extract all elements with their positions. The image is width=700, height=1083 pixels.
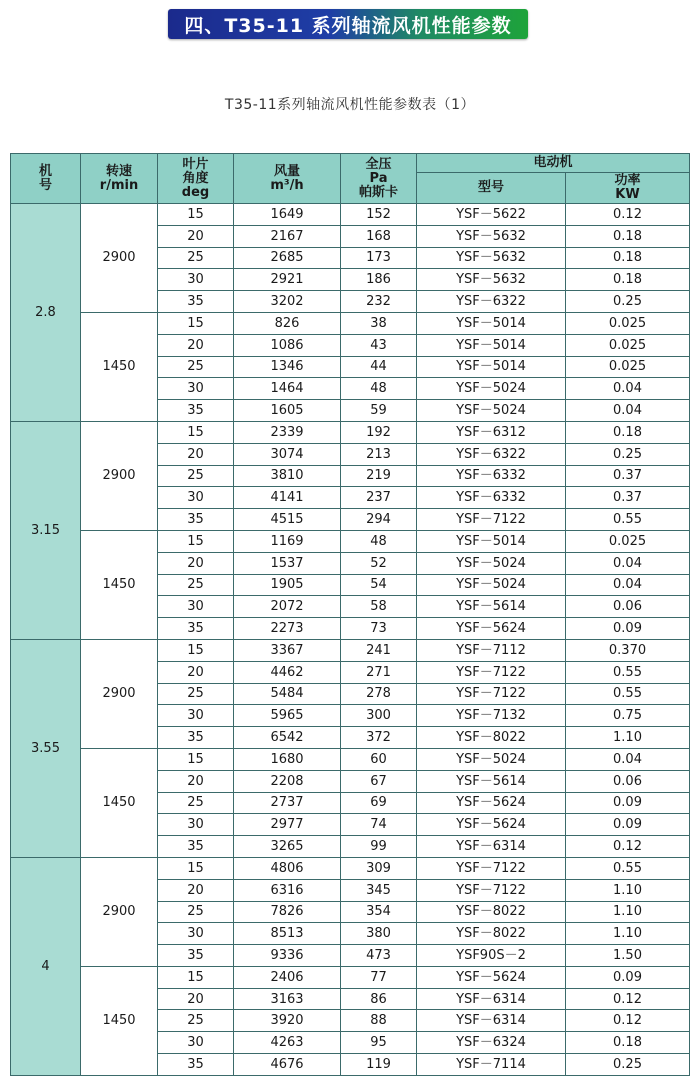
- pressure-cell: 237: [341, 487, 417, 509]
- speed-cell: 2900: [81, 204, 158, 313]
- motor-power-cell: 0.06: [566, 770, 690, 792]
- motor-type-cell: YSF－5622: [417, 204, 566, 226]
- airflow-cell: 1680: [234, 748, 341, 770]
- pressure-cell: 300: [341, 705, 417, 727]
- blade-angle-cell: 35: [158, 727, 234, 749]
- blade-angle-cell: 15: [158, 421, 234, 443]
- motor-type-cell: YSF－6332: [417, 487, 566, 509]
- table-row: [11, 530, 690, 552]
- motor-type-cell: YSF－5014: [417, 334, 566, 356]
- pressure-cell: 119: [341, 1054, 417, 1076]
- airflow-cell: 2072: [234, 596, 341, 618]
- pressure-cell: 278: [341, 683, 417, 705]
- airflow-cell: 4515: [234, 509, 341, 531]
- pressure-cell: 168: [341, 225, 417, 247]
- motor-power-cell: 0.25: [566, 291, 690, 313]
- performance-table: [10, 153, 690, 1076]
- motor-type-cell: YSF－5014: [417, 530, 566, 552]
- motor-type-cell: YSF－7112: [417, 639, 566, 661]
- motor-power-cell: 0.04: [566, 552, 690, 574]
- motor-power-cell: 0.25: [566, 443, 690, 465]
- blade-angle-cell: 20: [158, 443, 234, 465]
- airflow-cell: 1649: [234, 204, 341, 226]
- model-number-cell: 3.15: [11, 421, 81, 639]
- motor-type-cell: YSF－8022: [417, 923, 566, 945]
- motor-type-cell: YSF－5624: [417, 966, 566, 988]
- airflow-cell: 6542: [234, 727, 341, 749]
- motor-power-cell: 1.10: [566, 901, 690, 923]
- airflow-cell: 4141: [234, 487, 341, 509]
- blade-angle-cell: 20: [158, 661, 234, 683]
- pressure-cell: 192: [341, 421, 417, 443]
- table-header: [11, 154, 690, 204]
- header-pressure: 全压 Pa 帕斯卡: [341, 154, 417, 204]
- motor-type-cell: YSF－5624: [417, 618, 566, 640]
- title-banner: 四、T35-11 系列轴流风机性能参数: [168, 9, 528, 39]
- motor-type-cell: YSF－5024: [417, 552, 566, 574]
- blade-angle-cell: 35: [158, 618, 234, 640]
- airflow-cell: 3920: [234, 1010, 341, 1032]
- motor-type-cell: YSF－6314: [417, 988, 566, 1010]
- motor-power-cell: 0.37: [566, 487, 690, 509]
- blade-angle-cell: 30: [158, 269, 234, 291]
- motor-power-cell: 0.37: [566, 465, 690, 487]
- blade-angle-cell: 20: [158, 879, 234, 901]
- header-speed: 转速 r/min: [81, 154, 158, 204]
- motor-power-cell: 0.18: [566, 1032, 690, 1054]
- pressure-cell: 473: [341, 945, 417, 967]
- pressure-cell: 219: [341, 465, 417, 487]
- blade-angle-cell: 25: [158, 465, 234, 487]
- blade-angle-cell: 30: [158, 1032, 234, 1054]
- table-row: [11, 204, 690, 226]
- motor-type-cell: YSF－6322: [417, 443, 566, 465]
- motor-type-cell: YSF－5024: [417, 400, 566, 422]
- pressure-cell: 48: [341, 530, 417, 552]
- motor-power-cell: 1.10: [566, 727, 690, 749]
- motor-power-cell: 0.025: [566, 356, 690, 378]
- table-body: [11, 204, 690, 1076]
- airflow-cell: 4462: [234, 661, 341, 683]
- motor-type-cell: YSF90S－2: [417, 945, 566, 967]
- airflow-cell: 1537: [234, 552, 341, 574]
- speed-cell: 2900: [81, 421, 158, 530]
- pressure-cell: 77: [341, 966, 417, 988]
- blade-angle-cell: 15: [158, 312, 234, 334]
- pressure-cell: 44: [341, 356, 417, 378]
- speed-cell: 2900: [81, 857, 158, 966]
- motor-power-cell: 0.04: [566, 748, 690, 770]
- motor-type-cell: YSF－7114: [417, 1054, 566, 1076]
- table-row: [11, 421, 690, 443]
- blade-angle-cell: 35: [158, 945, 234, 967]
- pressure-cell: 271: [341, 661, 417, 683]
- blade-angle-cell: 25: [158, 356, 234, 378]
- airflow-cell: 3202: [234, 291, 341, 313]
- airflow-cell: 5484: [234, 683, 341, 705]
- motor-power-cell: 0.06: [566, 596, 690, 618]
- motor-power-cell: 0.09: [566, 618, 690, 640]
- motor-power-cell: 0.18: [566, 269, 690, 291]
- motor-type-cell: YSF－7122: [417, 683, 566, 705]
- motor-type-cell: YSF－7122: [417, 879, 566, 901]
- motor-type-cell: YSF－5614: [417, 770, 566, 792]
- blade-angle-cell: 35: [158, 836, 234, 858]
- motor-power-cell: 0.09: [566, 792, 690, 814]
- motor-type-cell: YSF－5632: [417, 269, 566, 291]
- motor-power-cell: 1.50: [566, 945, 690, 967]
- blade-angle-cell: 20: [158, 988, 234, 1010]
- motor-power-cell: 0.12: [566, 836, 690, 858]
- table-row: [11, 639, 690, 661]
- airflow-cell: 7826: [234, 901, 341, 923]
- blade-angle-cell: 15: [158, 857, 234, 879]
- blade-angle-cell: 30: [158, 814, 234, 836]
- pressure-cell: 38: [341, 312, 417, 334]
- header-airflow: 风量 m³/h: [234, 154, 341, 204]
- blade-angle-cell: 20: [158, 552, 234, 574]
- motor-type-cell: YSF－5632: [417, 225, 566, 247]
- blade-angle-cell: 30: [158, 378, 234, 400]
- motor-type-cell: YSF－6324: [417, 1032, 566, 1054]
- airflow-cell: 3367: [234, 639, 341, 661]
- motor-power-cell: 0.18: [566, 225, 690, 247]
- airflow-cell: 1464: [234, 378, 341, 400]
- airflow-cell: 2737: [234, 792, 341, 814]
- airflow-cell: 2273: [234, 618, 341, 640]
- blade-angle-cell: 35: [158, 1054, 234, 1076]
- airflow-cell: 2406: [234, 966, 341, 988]
- pressure-cell: 73: [341, 618, 417, 640]
- speed-cell: 1450: [81, 530, 158, 639]
- table-row: [11, 312, 690, 334]
- airflow-cell: 6316: [234, 879, 341, 901]
- motor-type-cell: YSF－5014: [417, 356, 566, 378]
- table-row: [11, 966, 690, 988]
- airflow-cell: 826: [234, 312, 341, 334]
- blade-angle-cell: 30: [158, 487, 234, 509]
- blade-angle-cell: 20: [158, 225, 234, 247]
- pressure-cell: 58: [341, 596, 417, 618]
- motor-type-cell: YSF－8022: [417, 727, 566, 749]
- pressure-cell: 95: [341, 1032, 417, 1054]
- airflow-cell: 3265: [234, 836, 341, 858]
- motor-power-cell: 0.12: [566, 1010, 690, 1032]
- pressure-cell: 380: [341, 923, 417, 945]
- blade-angle-cell: 25: [158, 1010, 234, 1032]
- speed-cell: 2900: [81, 639, 158, 748]
- model-number-cell: 2.8: [11, 204, 81, 422]
- pressure-cell: 60: [341, 748, 417, 770]
- airflow-cell: 1905: [234, 574, 341, 596]
- motor-type-cell: YSF－5024: [417, 574, 566, 596]
- motor-power-cell: 0.12: [566, 204, 690, 226]
- pressure-cell: 186: [341, 269, 417, 291]
- pressure-cell: 241: [341, 639, 417, 661]
- blade-angle-cell: 15: [158, 204, 234, 226]
- motor-type-cell: YSF－6332: [417, 465, 566, 487]
- blade-angle-cell: 35: [158, 291, 234, 313]
- header-motor: 电动机: [417, 154, 690, 173]
- airflow-cell: 2921: [234, 269, 341, 291]
- motor-type-cell: YSF－7122: [417, 509, 566, 531]
- speed-cell: 1450: [81, 966, 158, 1075]
- airflow-cell: 1086: [234, 334, 341, 356]
- blade-angle-cell: 35: [158, 509, 234, 531]
- pressure-cell: 54: [341, 574, 417, 596]
- motor-power-cell: 0.75: [566, 705, 690, 727]
- motor-power-cell: 0.18: [566, 421, 690, 443]
- blade-angle-cell: 25: [158, 792, 234, 814]
- blade-angle-cell: 25: [158, 247, 234, 269]
- blade-angle-cell: 25: [158, 901, 234, 923]
- airflow-cell: 1346: [234, 356, 341, 378]
- airflow-cell: 3163: [234, 988, 341, 1010]
- motor-type-cell: YSF－5624: [417, 814, 566, 836]
- airflow-cell: 4263: [234, 1032, 341, 1054]
- airflow-cell: 8513: [234, 923, 341, 945]
- pressure-cell: 86: [341, 988, 417, 1010]
- pressure-cell: 294: [341, 509, 417, 531]
- motor-power-cell: 0.09: [566, 814, 690, 836]
- motor-type-cell: YSF－7122: [417, 661, 566, 683]
- pressure-cell: 88: [341, 1010, 417, 1032]
- airflow-cell: 1605: [234, 400, 341, 422]
- speed-cell: 1450: [81, 312, 158, 421]
- motor-type-cell: YSF－6314: [417, 836, 566, 858]
- pressure-cell: 52: [341, 552, 417, 574]
- pressure-cell: 309: [341, 857, 417, 879]
- airflow-cell: 4806: [234, 857, 341, 879]
- blade-angle-cell: 25: [158, 683, 234, 705]
- airflow-cell: 2167: [234, 225, 341, 247]
- blade-angle-cell: 30: [158, 705, 234, 727]
- pressure-cell: 232: [341, 291, 417, 313]
- motor-type-cell: YSF－5024: [417, 378, 566, 400]
- motor-type-cell: YSF－5624: [417, 792, 566, 814]
- blade-angle-cell: 15: [158, 530, 234, 552]
- speed-cell: 1450: [81, 748, 158, 857]
- pressure-cell: 99: [341, 836, 417, 858]
- pressure-cell: 48: [341, 378, 417, 400]
- pressure-cell: 152: [341, 204, 417, 226]
- table-caption: T35-11系列轴流风机性能参数表（1）: [224, 97, 476, 113]
- airflow-cell: 2339: [234, 421, 341, 443]
- airflow-cell: 2977: [234, 814, 341, 836]
- motor-type-cell: YSF－6312: [417, 421, 566, 443]
- header-motor-type: 型号: [417, 173, 566, 204]
- airflow-cell: 3074: [234, 443, 341, 465]
- airflow-cell: 2685: [234, 247, 341, 269]
- blade-angle-cell: 30: [158, 923, 234, 945]
- blade-angle-cell: 15: [158, 966, 234, 988]
- motor-type-cell: YSF－8022: [417, 901, 566, 923]
- airflow-cell: 9336: [234, 945, 341, 967]
- airflow-cell: 5965: [234, 705, 341, 727]
- pressure-cell: 345: [341, 879, 417, 901]
- pressure-cell: 354: [341, 901, 417, 923]
- motor-type-cell: YSF－6322: [417, 291, 566, 313]
- pressure-cell: 69: [341, 792, 417, 814]
- pressure-cell: 372: [341, 727, 417, 749]
- motor-type-cell: YSF－5632: [417, 247, 566, 269]
- motor-power-cell: 0.55: [566, 857, 690, 879]
- blade-angle-cell: 20: [158, 770, 234, 792]
- blade-angle-cell: 15: [158, 639, 234, 661]
- table-row: [11, 857, 690, 879]
- pressure-cell: 213: [341, 443, 417, 465]
- pressure-cell: 43: [341, 334, 417, 356]
- motor-power-cell: 0.04: [566, 574, 690, 596]
- motor-power-cell: 0.025: [566, 312, 690, 334]
- blade-angle-cell: 20: [158, 334, 234, 356]
- motor-type-cell: YSF－6314: [417, 1010, 566, 1032]
- motor-power-cell: 0.55: [566, 683, 690, 705]
- motor-type-cell: YSF－5024: [417, 748, 566, 770]
- pressure-cell: 173: [341, 247, 417, 269]
- motor-power-cell: 0.09: [566, 966, 690, 988]
- motor-type-cell: YSF－7132: [417, 705, 566, 727]
- motor-power-cell: 0.55: [566, 509, 690, 531]
- airflow-cell: 1169: [234, 530, 341, 552]
- airflow-cell: 4676: [234, 1054, 341, 1076]
- header-model-no: 机 号: [11, 154, 81, 204]
- header-blade-angle: 叶片 角度 deg: [158, 154, 234, 204]
- motor-power-cell: 1.10: [566, 879, 690, 901]
- motor-power-cell: 0.18: [566, 247, 690, 269]
- table-row: [11, 748, 690, 770]
- model-number-cell: 4: [11, 857, 81, 1075]
- motor-power-cell: 0.025: [566, 334, 690, 356]
- header-motor-power: 功率 KW: [566, 173, 690, 204]
- blade-angle-cell: 35: [158, 400, 234, 422]
- pressure-cell: 59: [341, 400, 417, 422]
- motor-type-cell: YSF－5014: [417, 312, 566, 334]
- motor-power-cell: 0.025: [566, 530, 690, 552]
- motor-power-cell: 0.12: [566, 988, 690, 1010]
- pressure-cell: 67: [341, 770, 417, 792]
- blade-angle-cell: 25: [158, 574, 234, 596]
- blade-angle-cell: 15: [158, 748, 234, 770]
- airflow-cell: 3810: [234, 465, 341, 487]
- motor-type-cell: YSF－7122: [417, 857, 566, 879]
- motor-power-cell: 0.370: [566, 639, 690, 661]
- motor-power-cell: 0.25: [566, 1054, 690, 1076]
- motor-power-cell: 0.55: [566, 661, 690, 683]
- model-number-cell: 3.55: [11, 639, 81, 857]
- motor-power-cell: 0.04: [566, 400, 690, 422]
- motor-power-cell: 0.04: [566, 378, 690, 400]
- blade-angle-cell: 30: [158, 596, 234, 618]
- motor-power-cell: 1.10: [566, 923, 690, 945]
- pressure-cell: 74: [341, 814, 417, 836]
- airflow-cell: 2208: [234, 770, 341, 792]
- motor-type-cell: YSF－5614: [417, 596, 566, 618]
